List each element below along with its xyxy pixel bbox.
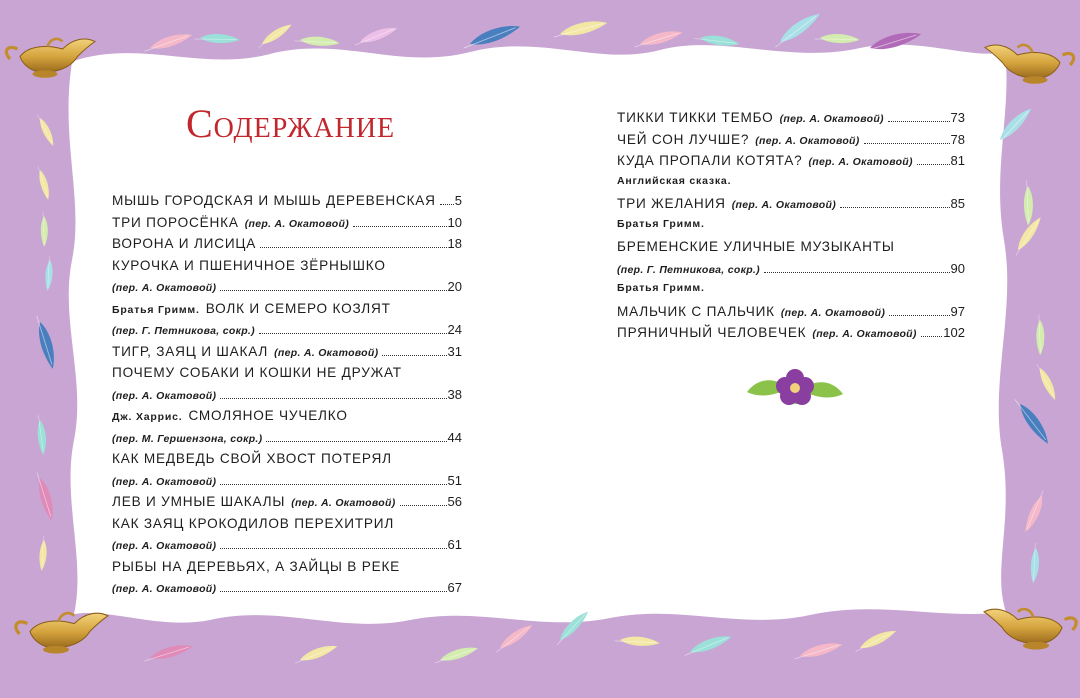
dot-leader: [353, 226, 447, 227]
toc-entry[interactable]: [617, 239, 965, 261]
toc-entry[interactable]: [112, 473, 462, 495]
dot-leader: [220, 290, 446, 291]
toc-entry[interactable]: [617, 110, 965, 132]
dot-leader: [382, 355, 446, 356]
entry-title: ПРЯНИЧНЫЙ ЧЕЛОВЕЧЕК: [617, 325, 807, 340]
entry-author: Братья Гримм.: [112, 303, 200, 316]
entry-translator-note: (пер. Г. Петникова, сокр.): [617, 263, 760, 276]
entry-title: ТИГР, ЗАЯЦ И ШАКАЛ: [112, 343, 269, 359]
entry-title: СМОЛЯНОЕ ЧУЧЕЛКО: [188, 408, 348, 423]
entry-page-number: 44: [447, 429, 462, 445]
entry-page-number: 81: [950, 153, 965, 168]
entry-author: Братья Гримм.: [617, 217, 705, 230]
entry-title: ТРИ ЖЕЛАНИЯ: [617, 196, 726, 211]
toc-entry[interactable]: [617, 153, 965, 175]
dot-leader: [864, 143, 950, 144]
entry-page-number: 85: [950, 196, 965, 211]
toc-entry[interactable]: [112, 279, 462, 301]
entry-page-number: 38: [447, 386, 462, 402]
toc-entry[interactable]: [617, 196, 965, 218]
entry-title: ВОЛК И СЕМЕРО КОЗЛЯТ: [205, 300, 391, 316]
entry-page-number: 31: [447, 343, 462, 359]
entry-title: КАК ЗАЯЦ КРОКОДИЛОВ ПЕРЕХИТРИЛ: [112, 515, 395, 531]
dot-leader: [220, 591, 446, 592]
toc-left-column: [112, 193, 462, 602]
toc-entry[interactable]: [112, 193, 462, 215]
entry-translator-note: (пер. А. Окатовой): [780, 306, 886, 319]
entry-translator-note: (пер. А. Окатовой): [779, 113, 884, 125]
entry-page-number: 97: [950, 303, 965, 319]
toc-entry[interactable]: [112, 215, 462, 237]
toc-entry[interactable]: [112, 559, 462, 581]
entry-title: ВОРОНА И ЛИСИЦА: [112, 236, 257, 251]
entry-translator-note: (пер. Г. Петникова, сокр.): [112, 325, 255, 337]
entry-title: ТРИ ПОРОСЁНКА: [112, 214, 239, 230]
entry-translator-note: (пер. А. Окатовой): [112, 475, 217, 488]
dot-leader: [440, 204, 454, 205]
toc-entry[interactable]: [112, 258, 462, 280]
entry-translator-note: (пер. А. Окатовой): [755, 134, 860, 147]
toc-entry[interactable]: [617, 325, 965, 347]
entry-page-number: 102: [943, 325, 965, 340]
entry-title: РЫБЫ НА ДЕРЕВЬЯХ, А ЗАЙЦЫ В РЕКЕ: [112, 558, 401, 574]
entry-title: БРЕМЕНСКИЕ УЛИЧНЫЕ МУЗЫКАНТЫ: [617, 239, 895, 254]
dot-leader: [220, 398, 446, 399]
dot-leader: [764, 272, 950, 273]
dot-leader: [888, 121, 950, 122]
toc-entry[interactable]: [112, 430, 462, 452]
entry-translator-note: (пер. А. Окатовой): [112, 540, 217, 552]
toc-entry[interactable]: [112, 580, 462, 602]
entry-title: ЧЕЙ СОН ЛУЧШЕ?: [617, 131, 750, 147]
dot-leader: [220, 548, 446, 549]
dot-leader: [260, 247, 446, 248]
entry-title: КУДА ПРОПАЛИ КОТЯТА?: [617, 153, 803, 168]
entry-title: КАК МЕДВЕДЬ СВОЙ ХВОСТ ПОТЕРЯЛ: [112, 451, 392, 466]
toc-entry[interactable]: [112, 344, 462, 366]
entry-translator-note: (пер. А. Окатовой): [291, 497, 396, 509]
entry-page-number: 78: [950, 131, 965, 147]
dot-leader: [220, 484, 446, 485]
toc-entry[interactable]: [112, 387, 462, 409]
toc-entry[interactable]: [112, 494, 462, 516]
entry-title: МАЛЬЧИК С ПАЛЬЧИК: [617, 303, 775, 319]
entry-page-number: 24: [447, 322, 462, 337]
toc-entry[interactable]: [617, 218, 965, 240]
toc-entry[interactable]: [617, 261, 965, 283]
entry-author: Английская сказка.: [617, 174, 732, 187]
entry-translator-note: (пер. А. Окатовой): [112, 282, 217, 294]
page-title: Содержание: [186, 101, 396, 146]
entry-page-number: 51: [447, 472, 462, 488]
entry-page-number: 56: [447, 494, 462, 509]
entry-title: КУРОЧКА И ПШЕНИЧНОЕ ЗЁРНЫШКО: [112, 257, 386, 273]
entry-page-number: 67: [447, 580, 462, 595]
entry-author: Дж. Харрис.: [112, 411, 183, 423]
entry-title: МЫШЬ ГОРОДСКАЯ И МЫШЬ ДЕРЕВЕНСКАЯ: [112, 193, 436, 208]
entry-page-number: 20: [447, 279, 462, 294]
toc-entry[interactable]: [112, 408, 462, 430]
dot-leader: [400, 505, 447, 506]
toc-entry[interactable]: [617, 304, 965, 326]
dot-leader: [259, 333, 447, 334]
entry-translator-note: (пер. М. Гершензона, сокр.): [112, 432, 263, 445]
entry-page-number: 10: [447, 214, 462, 230]
toc-entry[interactable]: [617, 282, 965, 304]
toc-entry[interactable]: [617, 132, 965, 154]
entry-translator-note: (пер. А. Окатовой): [112, 583, 217, 595]
entry-page-number: 61: [447, 537, 462, 552]
entry-page-number: 5: [454, 193, 462, 208]
entry-title: ЛЕВ И УМНЫЕ ШАКАЛЫ: [112, 494, 286, 509]
entry-translator-note: (пер. А. Окатовой): [274, 346, 379, 359]
entry-title: ПОЧЕМУ СОБАКИ И КОШКИ НЕ ДРУЖАТ: [112, 365, 402, 380]
entry-translator-note: (пер. А. Окатовой): [112, 389, 217, 402]
dot-leader: [889, 315, 949, 316]
toc-entry[interactable]: [112, 516, 462, 538]
entry-page-number: 90: [950, 260, 965, 276]
dot-leader: [840, 207, 950, 208]
toc-entry[interactable]: [112, 236, 462, 258]
entry-translator-note: (пер. А. Окатовой): [812, 328, 917, 340]
toc-entry[interactable]: [112, 451, 462, 473]
entry-author: Братья Гримм.: [617, 282, 705, 294]
dot-leader: [917, 164, 950, 165]
toc-entry[interactable]: [112, 365, 462, 387]
toc-entry[interactable]: [112, 537, 462, 559]
entry-translator-note: (пер. А. Окатовой): [808, 156, 913, 168]
entry-page-number: 18: [447, 236, 462, 251]
dot-leader: [921, 336, 943, 337]
entry-title: ТИККИ ТИККИ ТЕМБО: [617, 110, 774, 125]
entry-page-number: 73: [950, 110, 965, 125]
dot-leader: [266, 441, 446, 442]
entry-translator-note: (пер. А. Окатовой): [731, 199, 837, 211]
toc-entry[interactable]: [112, 301, 462, 323]
toc-entry[interactable]: [112, 322, 462, 344]
toc-entry[interactable]: [617, 175, 965, 197]
toc-right-column: [617, 110, 965, 347]
entry-translator-note: (пер. А. Окатовой): [244, 217, 349, 230]
